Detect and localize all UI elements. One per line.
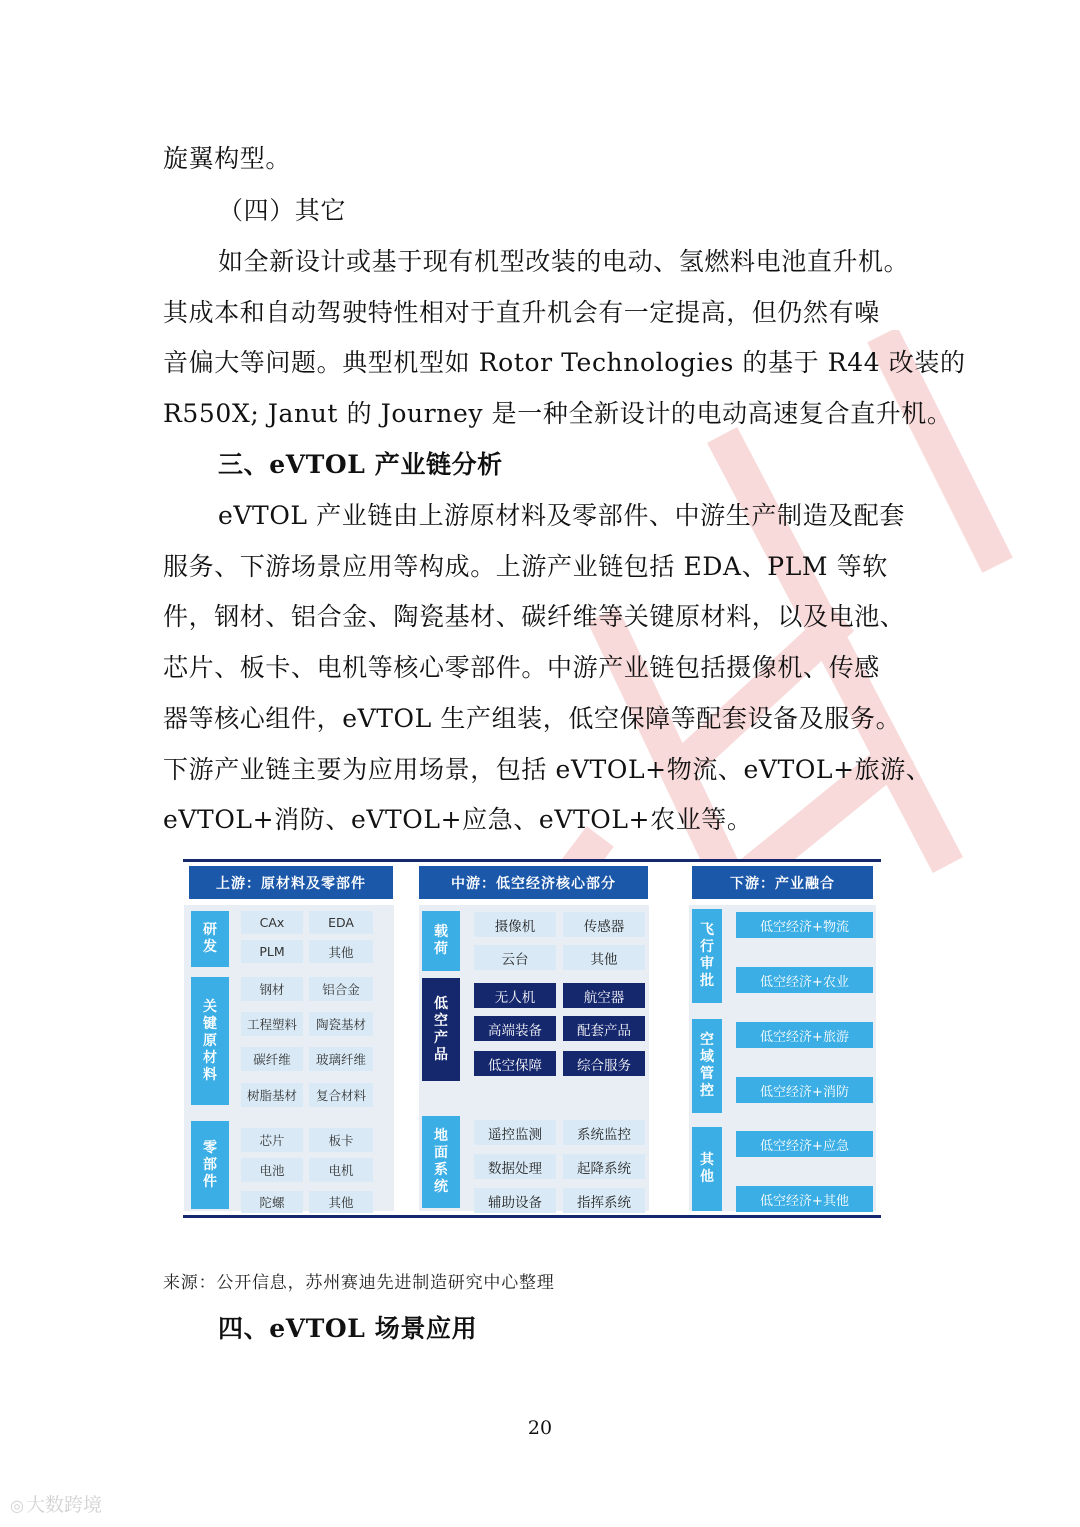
industry-chain-diagram [183, 859, 881, 1221]
upstream-item: 其他 [309, 940, 373, 963]
midstream-header: 中游：低空经济核心部分 [419, 866, 648, 899]
text-line: eVTOL 产业链由上游原材料及零部件、中游生产制造及配套 [218, 501, 905, 530]
upstream-item: 钢材 [241, 977, 303, 1001]
midstream-item: 无人机 [474, 983, 556, 1008]
upstream-item: 电机 [309, 1158, 373, 1182]
midstream-item: 起降系统 [563, 1154, 645, 1179]
upstream-item: 芯片 [241, 1128, 303, 1152]
upstream-label-components: 零部件 [191, 1121, 229, 1209]
diagram-bottom-rule [183, 1215, 881, 1218]
midstream-item: 遥控监测 [474, 1120, 556, 1145]
downstream-item: 低空经济+旅游 [736, 1022, 873, 1048]
upstream-item: 其他 [309, 1191, 373, 1213]
upstream-label-materials: 关键原材料 [191, 977, 229, 1105]
upstream-item: 陀螺 [241, 1191, 303, 1213]
upstream-item: 电池 [241, 1158, 303, 1182]
text-line: 其成本和自动驾驶特性相对于直升机会有一定提高，但仍然有噪 [163, 298, 880, 327]
downstream-item: 低空经济+应急 [736, 1131, 873, 1157]
upstream-label-rnd: 研发 [191, 911, 229, 967]
downstream-label-airspace: 空域管控 [692, 1019, 722, 1113]
text-line: 服务、下游场景应用等构成。上游产业链包括 EDA、PLM 等软 [163, 552, 888, 581]
brand-watermark [10, 1490, 102, 1517]
midstream-label-products: 低空产品 [422, 978, 460, 1081]
midstream-item: 低空保障 [474, 1051, 556, 1076]
downstream-header: 下游：产业融合 [692, 866, 873, 899]
section-heading: 三、eVTOL 产业链分析 [218, 450, 503, 479]
text-line: 音偏大等问题。典型机型如 Rotor Technologies 的基于 R44 改装的 [163, 348, 966, 377]
brand-name: 大数跨境 [25, 1494, 102, 1516]
upstream-item: 复合材料 [309, 1083, 373, 1107]
midstream-item: 系统监控 [563, 1120, 645, 1145]
downstream-label-other: 其他 [692, 1127, 722, 1211]
text-line: 下游产业链主要为应用场景，包括 eVTOL+物流、eVTOL+旅游、 [163, 755, 932, 784]
upstream-item: 陶瓷基材 [309, 1012, 373, 1036]
upstream-item: 玻璃纤维 [309, 1047, 373, 1071]
midstream-item: 摄像机 [474, 912, 556, 937]
figure-caption: 来源：公开信息，苏州赛迪先进制造研究中心整理 [163, 1273, 555, 1293]
downstream-item: 低空经济+消防 [736, 1077, 873, 1103]
midstream-item: 高端装备 [474, 1016, 556, 1041]
downstream-label-flight-approval: 飞行审批 [692, 909, 722, 1003]
text-line: 旋翼构型。 [163, 144, 292, 173]
text-line: 如全新设计或基于现有机型改装的电动、氢燃料电池直升机。 [218, 247, 910, 276]
downstream-item: 低空经济+农业 [736, 967, 873, 993]
diagram-top-rule [183, 859, 881, 862]
midstream-item: 航空器 [563, 983, 645, 1008]
upstream-item: EDA [309, 911, 373, 934]
midstream-item: 传感器 [563, 912, 645, 937]
text-line: 件，钢材、铝合金、陶瓷基材、碳纤维等关键原材料，以及电池、 [163, 602, 906, 631]
brand-logo-icon: ◎ [10, 1496, 24, 1515]
text-line: R550X; Janut 的 Journey 是一种全新设计的电动高速复合直升机。 [163, 399, 953, 428]
midstream-label-ground: 地面系统 [422, 1116, 460, 1208]
midstream-item: 指挥系统 [563, 1188, 645, 1213]
upstream-header: 上游：原材料及零部件 [189, 866, 393, 899]
upstream-item: 碳纤维 [241, 1047, 303, 1071]
midstream-label-payload: 载荷 [422, 911, 460, 971]
text-line: eVTOL+消防、eVTOL+应急、eVTOL+农业等。 [163, 805, 753, 834]
upstream-item: 树脂基材 [241, 1083, 303, 1107]
page-number: 20 [527, 1417, 553, 1439]
text-line: 器等核心组件，eVTOL 生产组装，低空保障等配套设备及服务。 [163, 704, 902, 733]
midstream-item: 其他 [563, 945, 645, 970]
midstream-item: 配套产品 [563, 1016, 645, 1041]
upstream-item: CAx [241, 911, 303, 934]
midstream-item: 云台 [474, 945, 556, 970]
upstream-item: 铝合金 [309, 977, 373, 1001]
midstream-item: 辅助设备 [474, 1188, 556, 1213]
text-line: 芯片、板卡、电机等核心零部件。中游产业链包括摄像机、传感 [163, 653, 880, 682]
midstream-item: 综合服务 [563, 1051, 645, 1076]
section-heading: 四、eVTOL 场景应用 [218, 1314, 478, 1343]
upstream-item: 板卡 [309, 1128, 373, 1152]
midstream-item: 数据处理 [474, 1154, 556, 1179]
downstream-item: 低空经济+其他 [736, 1186, 873, 1212]
upstream-item: 工程塑料 [241, 1012, 303, 1036]
upstream-item: PLM [241, 940, 303, 963]
downstream-item: 低空经济+物流 [736, 912, 873, 938]
subheading-other: （四）其它 [218, 196, 347, 225]
